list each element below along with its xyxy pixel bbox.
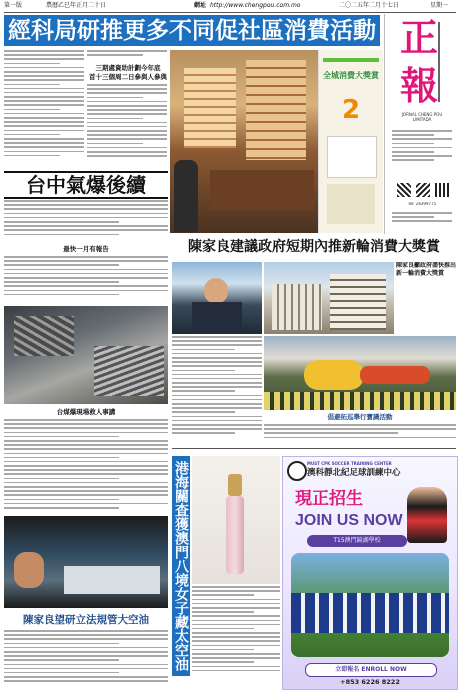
story2-text-intro (4, 200, 168, 244)
team-photo (291, 553, 449, 657)
qr-code-icon-3[interactable] (435, 183, 449, 197)
explosion-photo (4, 306, 168, 404)
building-b (330, 274, 386, 330)
story3-text-col1 (172, 336, 262, 446)
story4-text-right (192, 586, 280, 686)
speaker-face (204, 278, 228, 304)
page-header (4, 0, 456, 13)
shelf-2 (246, 60, 306, 160)
story2-headline: 台中氣爆後續 (4, 171, 168, 199)
vape-cap (228, 474, 242, 496)
ad-recruit-en: JOIN US NOW (295, 512, 403, 529)
building-photo (264, 262, 394, 334)
story2-photo-caption: 台煤爆現場救人事講 (56, 408, 116, 416)
speaker-photo (172, 262, 262, 334)
story1-text-col2 (87, 84, 167, 168)
story1-text-col2-top (87, 50, 167, 62)
counter (210, 170, 314, 210)
player-figure (407, 487, 447, 543)
story4-text-left (4, 630, 168, 688)
tv-screenshot (4, 516, 168, 608)
campaign-banner (318, 50, 383, 233)
lion-body (360, 366, 430, 384)
vape-photo (192, 456, 280, 584)
story3-text-col2 (264, 424, 456, 446)
vape-body (226, 496, 244, 574)
url-label: 網址 (194, 2, 207, 9)
team-row (291, 593, 449, 633)
masthead-side-text (438, 22, 446, 112)
masthead-char-2: 報 (399, 63, 438, 108)
studio-wall (64, 566, 160, 594)
lead-headline: 經科局研推更多不同促社區消費活動 (4, 15, 380, 46)
banner-title: 全城消費大獎賞 (323, 70, 379, 80)
story2-sub: 最快一月有報告 (63, 245, 109, 253)
ad-enroll-button[interactable]: 立即報名 ENROLL NOW (305, 663, 437, 677)
banner-stripe (323, 58, 379, 62)
ad-school-en: MUST CPK SOCCER TRAINING CENTER (307, 461, 392, 466)
story1-sub-2: 首十三個周二日參與人參與 (89, 73, 167, 81)
ad-recruit-zh: 現正招生 (295, 489, 363, 509)
masthead-footer-lines (392, 212, 452, 230)
story3-side-caption: 陳家良籲政府盡快推出新一輪消費大獎賞 (396, 262, 456, 277)
issue-date: 二〇二五年二月十七日 (339, 2, 400, 9)
debris (14, 316, 74, 356)
banner-panel-2 (327, 184, 375, 224)
story3-headline: 陳家良建議政府短期內推新輪消費大獎賞 (188, 239, 440, 255)
lion-dance-photo (264, 336, 456, 410)
soccer-ad[interactable] (282, 456, 458, 690)
page-number: 第一版 (4, 2, 23, 9)
ad-phone[interactable]: +853 6226 8222 (340, 678, 400, 686)
qr-code-icon[interactable] (397, 183, 411, 197)
story1-text-col1 (4, 50, 84, 168)
crowd (264, 392, 456, 410)
story4-vertical-headline: 港海關查獲澳門八境女子藏太空油 (172, 456, 190, 676)
story3-event-caption: 倡避拓巡舉行寶識活動 (327, 413, 393, 421)
speaker-suit (192, 302, 242, 334)
story2-text (4, 256, 168, 306)
ad-location: T15澳門鏡湖學校 (307, 535, 407, 547)
story1-sub-1: 三期處資助計劃今年底 (95, 64, 161, 72)
masthead-char-1: 正 (399, 15, 438, 60)
masthead-english: JORNAL CHENG POU LIMITADA (401, 112, 443, 122)
soccer-ball-icon (287, 461, 307, 481)
shelf-1 (184, 68, 236, 148)
rubble (94, 346, 164, 396)
lunar-date: 農曆乙巳年正月二十日 (46, 2, 107, 9)
shopper-figure (174, 160, 198, 232)
story2-text-2 (4, 419, 168, 513)
interviewee (14, 552, 44, 588)
ad-school-zh: 澳科靜北紀足球訓練中心 (307, 468, 401, 478)
tel-line: Tel: 28399775 (407, 202, 437, 206)
banner-panel (327, 136, 377, 178)
store-photo (170, 50, 318, 233)
site-url[interactable]: http://www.chengpou.com.mo (210, 2, 301, 9)
story4-divider (172, 448, 456, 454)
lion-head (304, 360, 364, 390)
building-a (272, 284, 322, 330)
story4-headline: 陳家良望研立法規管大空油 (23, 614, 149, 626)
banner-number: 2 (341, 95, 361, 125)
masthead-info-lines (392, 130, 452, 178)
qr-code-icon-2[interactable] (416, 183, 430, 197)
weekday: 星期一 (430, 2, 449, 9)
